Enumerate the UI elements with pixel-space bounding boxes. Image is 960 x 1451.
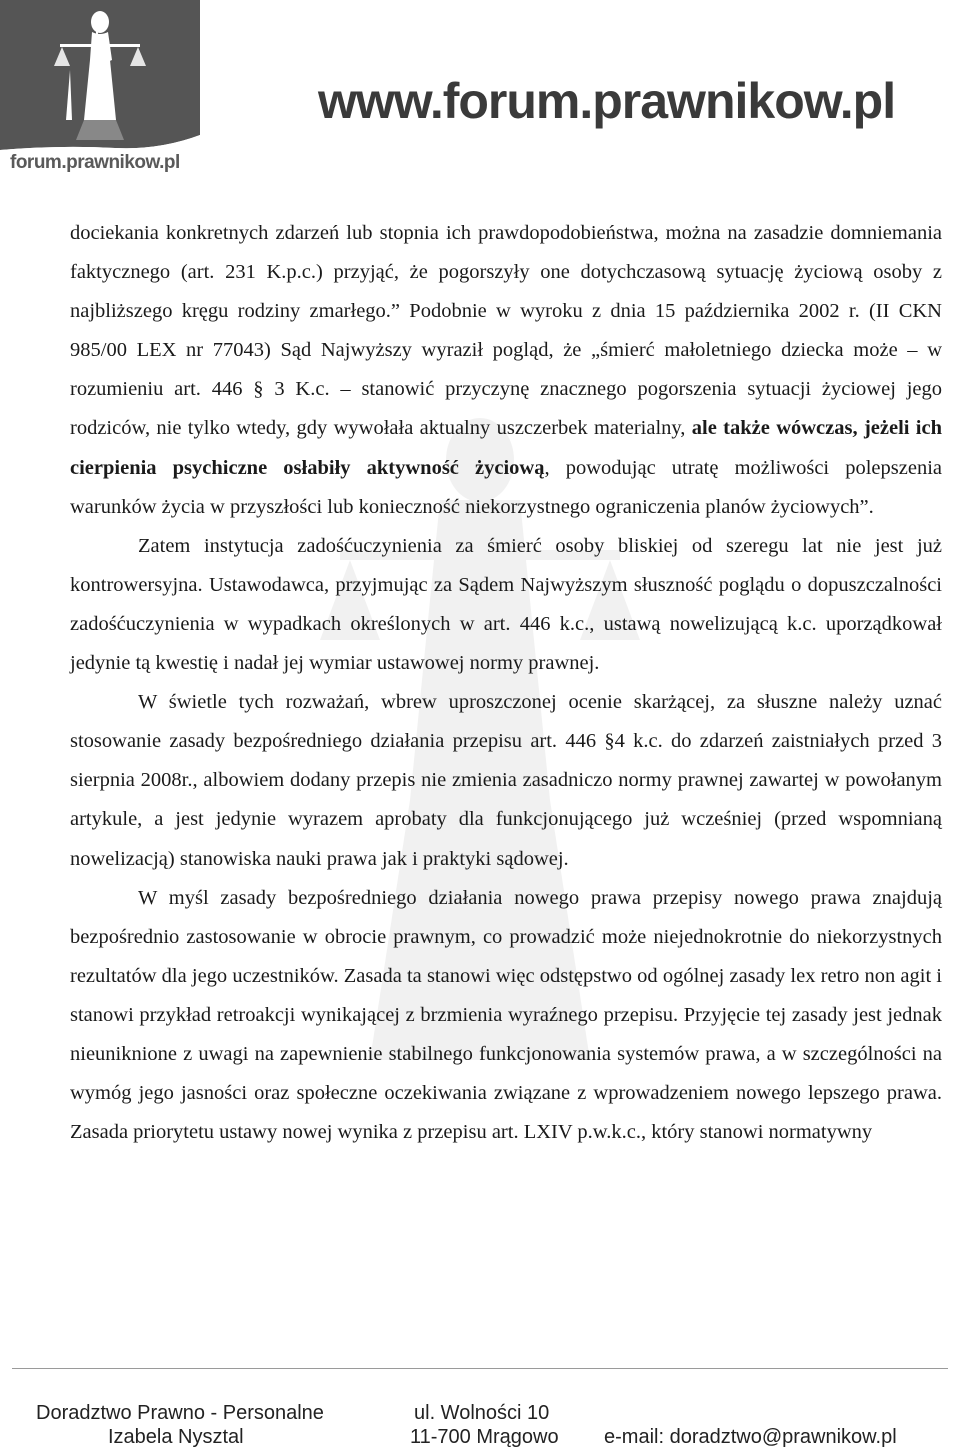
- text-run: , powodując utratę możliwości polepszenia warunków życia w przyszłości lub konieczność niekorzystnego ograniczenia planów życiowych”.: [70, 456, 942, 518]
- site-url[interactable]: www.forum.prawnikow.pl: [318, 73, 896, 129]
- logo-caption: forum.prawnikow.pl: [10, 152, 180, 173]
- footer-person: Izabela Nysztal: [108, 1426, 244, 1448]
- paragraph: [70, 527, 942, 683]
- paragraph: [70, 214, 942, 527]
- text-run: dociekania konkretnych zdarzeń lub stopnia ich prawdopodobieństwa, można na zasadzie domniemania faktycznego (art. 231 K.p.c.) przyjąć, że pogorszyły one dotychczasową sytuację życiową osoby z najbliższego kręgu rodziny zmarłego.” Podobnie w wyroku z dnia 15 października 2002 r. (II CKN 985/00 LEX nr 77043) Sąd Najwyższy wyraził pogląd, że „śmierć małoletniego dziecka może – w rozumieniu art. 446 § 3 K.c. – stanowić przyczynę znacznego pogorszenia sytuacji życiowej jego rodziców, nie tylko wtedy, gdy wywołała aktualny uszczerbek materialny,: [70, 222, 942, 440]
- text-run: W myśl zasady bezpośredniego działania nowego prawa przepisy nowego prawa znajdują bezpośrednio zastosowanie w obrocie prawnym, co prowadzić może niejednokrotnie do niekorzystnych rezultatów dla jego uczestników. Zasada ta stanowi więc odstępstwo od ogólnej zasady lex retro non agit i stanowi przykład retroakcji wynikającej z brzmienia wyraźnego przepisu. Przyjęcie tej zasady jest jednak nieuniknione z uwagi na zapewnienie stabilnego funkcjonowania systemów prawa, a w szczególności na wymóg jego jasności oraz społeczne oczekiwania związane z wprowadzeniem nowego lepszego prawa. Zasada priorytetu ustawy nowej wynika z przepisu art. LXIV p.w.k.c., który stanowi normatywny: [70, 886, 942, 1144]
- footer-divider: [12, 1368, 948, 1369]
- footer-email[interactable]: e-mail: doradztwo@prawnikow.pl: [604, 1426, 897, 1448]
- page-footer: [0, 1360, 960, 1451]
- text-run: W świetle tych rozważań, wbrew uproszczonej ocenie skarżącej, za słuszne należy uznać stosowanie zasady bezpośredniego działania przepisu art. 446 §4 k.c. do zdarzeń zaistniałych przed 3 sierpnia 2008r., albowiem dodany przepis nie zmienia zasadniczo normy prawnej zawartej w powołanym artykule, a jest jedynie wyrazem aprobaty dla funkcjonującego już wcześniej (przed wspomnianą nowelizacją) stanowiska nauki prawa jak i praktyki sądowej.: [70, 691, 942, 870]
- footer-company: Doradztwo Prawno - Personalne: [36, 1402, 324, 1424]
- paragraph: [70, 683, 942, 878]
- text-run: Zatem instytucja zadośćuczynienia za śmierć osoby bliskiej od szeregu lat nie jest już kontrowersyjna. Ustawodawca, przyjmując za Sądem Najwyższym słuszność poglądu o dopuszczalności zadośćuczynienia w wypadkach określonych w art. 446 k.c., ustawą nowelizującą k.c. uporządkował jedynie tą kwestię i nadał jej wymiar ustawowej normy prawnej.: [70, 534, 942, 675]
- page-header: [0, 0, 960, 200]
- footer-city: 11-700 Mrągowo: [410, 1426, 559, 1448]
- bold-text-run: ale także wówczas, jeżeli ich cierpienia psychiczne osłabiły aktywność życiową: [70, 417, 942, 479]
- paragraph: [70, 879, 942, 1153]
- document-body: [70, 214, 942, 1152]
- footer-street: ul. Wolności 10: [414, 1402, 550, 1424]
